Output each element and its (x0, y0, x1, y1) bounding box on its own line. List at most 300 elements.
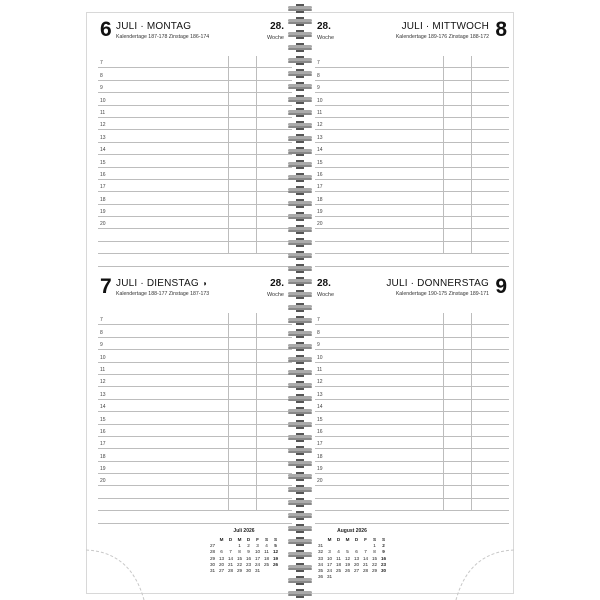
date-cell: 1 (373, 543, 376, 549)
day-panel-thursday (315, 275, 509, 525)
date-cell: 15 (371, 555, 378, 561)
date-cell: 12 (272, 549, 279, 555)
hour-line[interactable] (98, 387, 292, 399)
hour-line[interactable] (315, 375, 509, 387)
hour-label: 19 (100, 466, 106, 473)
day-subtitle: Kalendertage 188-177 Zinstage 187-173 (116, 291, 210, 297)
hour-line[interactable] (315, 180, 509, 192)
date-cell: 21 (362, 561, 369, 567)
day-panel-monday (98, 18, 292, 268)
date-cell: 4 (265, 543, 268, 549)
date-cell: 23 (245, 561, 252, 567)
hour-label: 18 (100, 453, 106, 460)
weekday-label: F (256, 537, 259, 542)
hour-line[interactable] (98, 363, 292, 375)
date-cell: 26 (272, 561, 279, 567)
hour-line[interactable] (98, 511, 292, 523)
hour-line[interactable] (315, 474, 509, 486)
hour-line[interactable] (98, 375, 292, 387)
date-cell: 31 (254, 567, 261, 573)
hour-line[interactable] (315, 56, 509, 68)
hour-label: 7 (100, 60, 103, 67)
spiral-ring (288, 147, 312, 156)
column-divider (256, 56, 257, 254)
date-cell: 30 (245, 567, 252, 573)
hour-line[interactable] (315, 325, 509, 337)
spiral-ring (288, 381, 312, 390)
spiral-ring (288, 472, 312, 481)
hour-line[interactable] (98, 205, 292, 217)
hour-label: 11 (317, 109, 323, 116)
date-cell: 14 (227, 555, 234, 561)
spiral-ring (288, 108, 312, 117)
hour-label: 13 (100, 134, 106, 141)
spiral-ring (288, 511, 312, 520)
date-cell: 4 (337, 549, 340, 555)
week-row (208, 568, 280, 574)
date-cell: 24 (254, 561, 261, 567)
hour-label: 10 (100, 354, 106, 361)
date-cell: 23 (380, 561, 387, 567)
day-subtitle: Kalendertage 190-175 Zinstage 189-171 (395, 291, 489, 297)
week-number: 28. (317, 278, 331, 289)
hour-label: 18 (100, 196, 106, 203)
corner-curve-left (86, 540, 146, 600)
weekday-label: S (273, 537, 278, 542)
week-number-cell: 36 (317, 574, 324, 580)
hour-label: 15 (317, 416, 323, 423)
date-cell (271, 568, 280, 574)
weekday-label: M (345, 537, 350, 542)
date-cell: 29 (236, 567, 243, 573)
column-divider (228, 56, 229, 254)
date-cell (352, 574, 361, 580)
spiral-ring (288, 264, 312, 273)
hour-line[interactable] (98, 192, 292, 204)
date-cell: 26 (344, 567, 351, 573)
hour-line[interactable] (98, 325, 292, 337)
spiral-ring (288, 563, 312, 572)
hour-label: 19 (317, 466, 323, 473)
column-divider (256, 313, 257, 511)
date-cell (379, 574, 388, 580)
day-panel-wednesday (315, 18, 509, 268)
day-number: 8 (495, 18, 507, 41)
hour-line[interactable] (315, 449, 509, 461)
date-cell: 2 (382, 543, 385, 549)
hour-line[interactable] (315, 338, 509, 350)
hour-line[interactable] (98, 425, 292, 437)
spiral-ring (288, 394, 312, 403)
hour-line[interactable] (98, 217, 292, 229)
hour-line[interactable] (98, 437, 292, 449)
weekday-label: D (336, 537, 341, 542)
date-cell: 1 (238, 543, 241, 549)
hour-label: 16 (317, 428, 323, 435)
week-number-cell: 32 (317, 549, 324, 555)
day-header (98, 18, 292, 54)
hour-line[interactable] (315, 118, 509, 130)
hour-label: 10 (317, 354, 323, 361)
spiral-ring (288, 355, 312, 364)
hour-line[interactable] (98, 106, 292, 118)
spiral-ring (288, 134, 312, 143)
hour-label: 18 (317, 196, 323, 203)
date-cell: 29 (371, 567, 378, 573)
hour-label: 13 (100, 391, 106, 398)
spiral-ring (288, 459, 312, 468)
hour-line[interactable] (98, 462, 292, 474)
date-cell: 25 (263, 561, 270, 567)
hour-line[interactable] (98, 242, 292, 254)
hour-label: 11 (317, 366, 323, 373)
hour-label: 14 (317, 147, 323, 154)
hour-label: 16 (317, 171, 323, 178)
spiral-ring (288, 4, 312, 13)
hour-line[interactable] (98, 93, 292, 105)
week-label: Woche (266, 292, 284, 298)
hour-line[interactable] (98, 68, 292, 80)
day-title: JULI · MITTWOCH (401, 21, 489, 32)
hour-line[interactable] (98, 118, 292, 130)
date-cell: 19 (344, 561, 351, 567)
mini-calendar-grid (316, 537, 388, 580)
spiral-ring (288, 212, 312, 221)
weekday-label: D (228, 537, 233, 542)
hour-line[interactable] (315, 437, 509, 449)
spiral-ring (288, 199, 312, 208)
hour-label: 8 (317, 72, 320, 79)
column-divider (471, 56, 472, 254)
mini-calendar-title: August 2026 (337, 528, 367, 534)
hour-label: 17 (100, 184, 106, 191)
day-number: 6 (100, 18, 112, 41)
hour-line[interactable] (98, 486, 292, 498)
date-cell: 15 (236, 555, 243, 561)
spiral-ring (288, 589, 312, 598)
day-number: 9 (495, 275, 507, 298)
week-number-cell: 34 (317, 561, 324, 567)
date-cell: 20 (218, 561, 225, 567)
spiral-ring (288, 95, 312, 104)
mini-calendar-title: Juli 2026 (233, 528, 255, 534)
hour-label: 9 (317, 85, 320, 92)
spiral-ring (288, 407, 312, 416)
mini-calendar-july (208, 528, 280, 574)
spiral-ring (288, 290, 312, 299)
day-header (315, 18, 509, 54)
hour-line[interactable] (315, 217, 509, 229)
date-cell: 12 (344, 555, 351, 561)
day-title: JULI · DONNERSTAG (386, 278, 489, 289)
hour-line[interactable] (98, 499, 292, 511)
spiral-ring (288, 498, 312, 507)
date-cell: 11 (264, 549, 269, 555)
hour-label: 20 (100, 221, 106, 228)
column-divider (228, 313, 229, 511)
hour-label: 12 (100, 379, 106, 386)
date-cell: 22 (236, 561, 243, 567)
spiral-ring (288, 342, 312, 351)
week-number-cell: 28 (209, 549, 216, 555)
hour-line[interactable] (98, 81, 292, 93)
week-number-cell: 30 (209, 561, 216, 567)
column-divider (471, 313, 472, 511)
weekday-label: M (237, 537, 242, 542)
hour-label: 15 (317, 159, 323, 166)
hour-label: 14 (100, 404, 106, 411)
hour-line[interactable] (98, 400, 292, 412)
date-cell: 10 (326, 555, 333, 561)
hour-line[interactable] (98, 143, 292, 155)
hour-label: 20 (317, 478, 323, 485)
week-number: 28. (270, 278, 284, 289)
date-cell: 2 (247, 543, 250, 549)
weekday-label: S (372, 537, 377, 542)
day-title-text: JULI · DIENSTAG (116, 278, 199, 289)
date-cell: 14 (362, 555, 369, 561)
spiral-ring (288, 238, 312, 247)
hour-label: 11 (100, 366, 106, 373)
spiral-ring (288, 69, 312, 78)
hour-label: 19 (317, 209, 323, 216)
spiral-ring (288, 446, 312, 455)
day-subtitle: Kalendertage 187-178 Zinstage 186-174 (116, 34, 210, 40)
hour-label: 18 (317, 453, 323, 460)
date-cell: 16 (380, 555, 387, 561)
weekday-label: S (381, 537, 386, 542)
hour-line[interactable] (315, 229, 509, 241)
hour-line[interactable] (98, 313, 292, 325)
spiral-ring (288, 82, 312, 91)
hour-line[interactable] (315, 106, 509, 118)
week-label: Woche (266, 35, 284, 41)
week-number-cell: 31 (317, 543, 324, 549)
week-number-cell: 33 (317, 555, 324, 561)
date-cell: 21 (227, 561, 234, 567)
hour-line[interactable] (315, 242, 509, 254)
week-number-cell: 31 (209, 567, 216, 573)
date-cell: 17 (254, 555, 261, 561)
date-cell: 25 (335, 567, 342, 573)
date-cell: 27 (218, 567, 225, 573)
day-header (98, 275, 292, 311)
hour-line[interactable] (315, 462, 509, 474)
hour-label: 7 (100, 317, 103, 324)
hour-label: 8 (317, 329, 320, 336)
hour-label: 13 (317, 391, 323, 398)
date-cell: 18 (335, 561, 342, 567)
hour-line[interactable] (315, 412, 509, 424)
date-cell: 28 (362, 567, 369, 573)
spiral-ring (288, 485, 312, 494)
hour-line[interactable] (98, 229, 292, 241)
hour-line[interactable] (315, 425, 509, 437)
hour-label: 12 (317, 379, 323, 386)
hour-line[interactable] (98, 412, 292, 424)
date-cell (334, 574, 343, 580)
hour-line[interactable] (315, 350, 509, 362)
hour-line[interactable] (98, 350, 292, 362)
spiral-ring (288, 329, 312, 338)
hour-label: 20 (100, 478, 106, 485)
hour-lines (98, 313, 292, 524)
spiral-ring (288, 225, 312, 234)
week-number: 28. (270, 21, 284, 32)
date-cell: 3 (328, 549, 331, 555)
date-cell: 31 (326, 574, 333, 580)
spiral-ring (288, 368, 312, 377)
hour-label: 20 (317, 221, 323, 228)
hour-label: 13 (317, 134, 323, 141)
hour-lines (315, 313, 509, 524)
weekday-label: M (327, 537, 332, 542)
hour-line[interactable] (315, 68, 509, 80)
hour-line[interactable] (98, 130, 292, 142)
date-cell: 18 (263, 555, 270, 561)
hour-line[interactable] (98, 474, 292, 486)
spiral-ring (288, 173, 312, 182)
hour-line[interactable] (98, 449, 292, 461)
hour-label: 16 (100, 171, 106, 178)
hour-label: 7 (317, 60, 320, 67)
spiral-ring (288, 186, 312, 195)
date-cell: 3 (256, 543, 259, 549)
date-cell: 17 (326, 561, 333, 567)
date-cell: 24 (326, 567, 333, 573)
corner-curve-right (454, 540, 514, 600)
date-cell: 8 (373, 549, 376, 555)
hour-label: 16 (100, 428, 106, 435)
spiral-ring (288, 160, 312, 169)
hour-label: 10 (317, 97, 323, 104)
spiral-ring (288, 17, 312, 26)
hour-line[interactable] (315, 130, 509, 142)
week-number: 28. (317, 21, 331, 32)
spiral-ring (288, 537, 312, 546)
date-cell: 11 (336, 555, 341, 561)
hour-line[interactable] (315, 168, 509, 180)
date-cell (343, 574, 352, 580)
date-cell: 13 (353, 555, 360, 561)
hour-line[interactable] (315, 486, 509, 498)
week-row (316, 574, 388, 580)
date-cell: 5 (346, 549, 349, 555)
hour-label: 8 (100, 329, 103, 336)
hour-label: 14 (317, 404, 323, 411)
spiral-ring (288, 524, 312, 533)
hour-line[interactable] (315, 155, 509, 167)
hour-line[interactable] (98, 56, 292, 68)
weekday-label: F (364, 537, 367, 542)
date-cell: 30 (380, 567, 387, 573)
hour-line[interactable] (98, 254, 292, 266)
hour-line[interactable] (315, 313, 509, 325)
hour-line[interactable] (315, 205, 509, 217)
hour-line[interactable] (315, 192, 509, 204)
hour-lines (315, 56, 509, 267)
day-header (315, 275, 509, 311)
spiral-ring (288, 303, 312, 312)
hour-label: 9 (100, 342, 103, 349)
weekday-label: M (219, 537, 224, 542)
hour-label: 17 (100, 441, 106, 448)
hour-label: 19 (100, 209, 106, 216)
hour-line[interactable] (315, 81, 509, 93)
date-cell: 7 (229, 549, 232, 555)
hour-line[interactable] (98, 338, 292, 350)
hour-line[interactable] (98, 180, 292, 192)
moon-phase-icon: ◑ (201, 279, 207, 288)
spiral-ring (288, 420, 312, 429)
spiral-ring (288, 30, 312, 39)
hour-label: 17 (317, 184, 323, 191)
hour-label: 14 (100, 147, 106, 154)
date-cell: 16 (245, 555, 252, 561)
spiral-ring (288, 43, 312, 52)
mini-calendar-august (316, 528, 388, 580)
hour-label: 12 (100, 122, 106, 129)
spiral-ring (288, 550, 312, 559)
hour-label: 15 (100, 416, 106, 423)
hour-line[interactable] (315, 254, 509, 266)
day-number: 7 (100, 275, 112, 298)
date-cell: 7 (364, 549, 367, 555)
week-label: Woche (317, 292, 335, 298)
day-title: JULI · MONTAG (116, 21, 192, 32)
date-cell (262, 568, 271, 574)
date-cell (361, 574, 370, 580)
hour-line[interactable] (98, 168, 292, 180)
hour-line[interactable] (315, 387, 509, 399)
hour-line[interactable] (315, 143, 509, 155)
date-cell: 28 (227, 567, 234, 573)
column-divider (443, 313, 444, 511)
hour-line[interactable] (315, 93, 509, 105)
hour-line[interactable] (315, 400, 509, 412)
date-cell: 8 (238, 549, 241, 555)
date-cell: 20 (353, 561, 360, 567)
date-cell: 9 (247, 549, 250, 555)
spiral-ring (288, 121, 312, 130)
spiral-ring (288, 251, 312, 260)
date-cell: 9 (382, 549, 385, 555)
date-cell: 10 (254, 549, 261, 555)
hour-line[interactable] (315, 499, 509, 511)
date-cell: 6 (355, 549, 358, 555)
hour-label: 10 (100, 97, 106, 104)
spiral-ring (288, 433, 312, 442)
date-cell: 5 (274, 543, 277, 549)
hour-label: 15 (100, 159, 106, 166)
hour-line[interactable] (98, 155, 292, 167)
hour-line[interactable] (315, 363, 509, 375)
date-cell (370, 574, 379, 580)
hour-label: 12 (317, 122, 323, 129)
week-number-cell: 35 (317, 567, 324, 573)
hour-label: 17 (317, 441, 323, 448)
date-cell: 27 (353, 567, 360, 573)
hour-label: 8 (100, 72, 103, 79)
hour-line[interactable] (315, 511, 509, 523)
day-panel-tuesday (98, 275, 292, 525)
hour-label: 9 (317, 342, 320, 349)
date-cell: 6 (220, 549, 223, 555)
spiral-ring (288, 316, 312, 325)
hour-label: 9 (100, 85, 103, 92)
spiral-ring (288, 576, 312, 585)
day-title (116, 278, 207, 289)
